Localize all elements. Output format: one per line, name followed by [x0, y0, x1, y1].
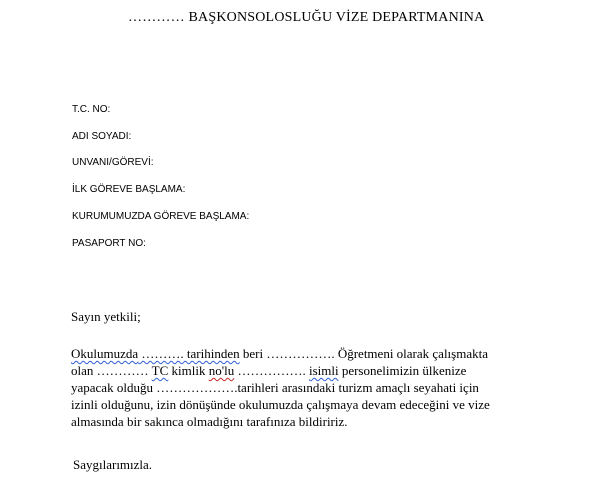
body-line-3: yapacak olduğu ……………….tarihleri arasındaki turizm amaçlı seyahati için: [71, 380, 479, 395]
field-title: UNVANI/GÖREVİ:: [72, 157, 154, 168]
body-line-1-word-1: Okulumuzda: [71, 346, 139, 361]
body-line-5: almasında bir sakınca olmadığını tarafınıza bildiririz.: [71, 414, 348, 429]
body-line-2-part-3: kimlik: [168, 363, 209, 378]
greeting: Sayın yetkili;: [71, 309, 141, 324]
body-line-2-part-7: personelimizin ülkenize: [338, 363, 467, 378]
field-institution-start: KURUMUMUZDA GÖREVE BAŞLAMA:: [72, 211, 250, 222]
body-line-2-part-4: no'lu: [208, 363, 235, 378]
document-title: ………… BAŞKONSOLOSLUĞU VİZE DEPARTMANINA: [128, 10, 485, 25]
body-line-2-part-2: TC: [151, 363, 169, 378]
body-line-1-word-2: ……….: [138, 346, 187, 361]
body-line-2-part-1: olan …………: [71, 363, 152, 378]
body-line-2-part-5: …………….: [234, 363, 309, 378]
body-line-4: izinli olduğunu, izin dönüşünde okulumuzda çalışmaya devam edeceğini ve vize: [71, 397, 490, 412]
field-name: ADI SOYADI:: [72, 131, 132, 142]
body-line-1-word-4: beri ……………. Öğretmeni olarak çalışmakta: [239, 346, 488, 361]
body-line-2: [71, 363, 466, 379]
field-first-start: İLK GÖREVE BAŞLAMA:: [72, 184, 186, 195]
body-line-1: [71, 346, 488, 362]
field-tc-no: T.C. NO:: [72, 104, 111, 115]
body-line-1-word-3: tarihinden: [186, 346, 240, 361]
body-line-2-part-6: isimli: [308, 363, 339, 378]
closing: Saygılarımızla.: [73, 457, 153, 472]
field-passport-no: PASAPORT NO:: [72, 238, 146, 249]
